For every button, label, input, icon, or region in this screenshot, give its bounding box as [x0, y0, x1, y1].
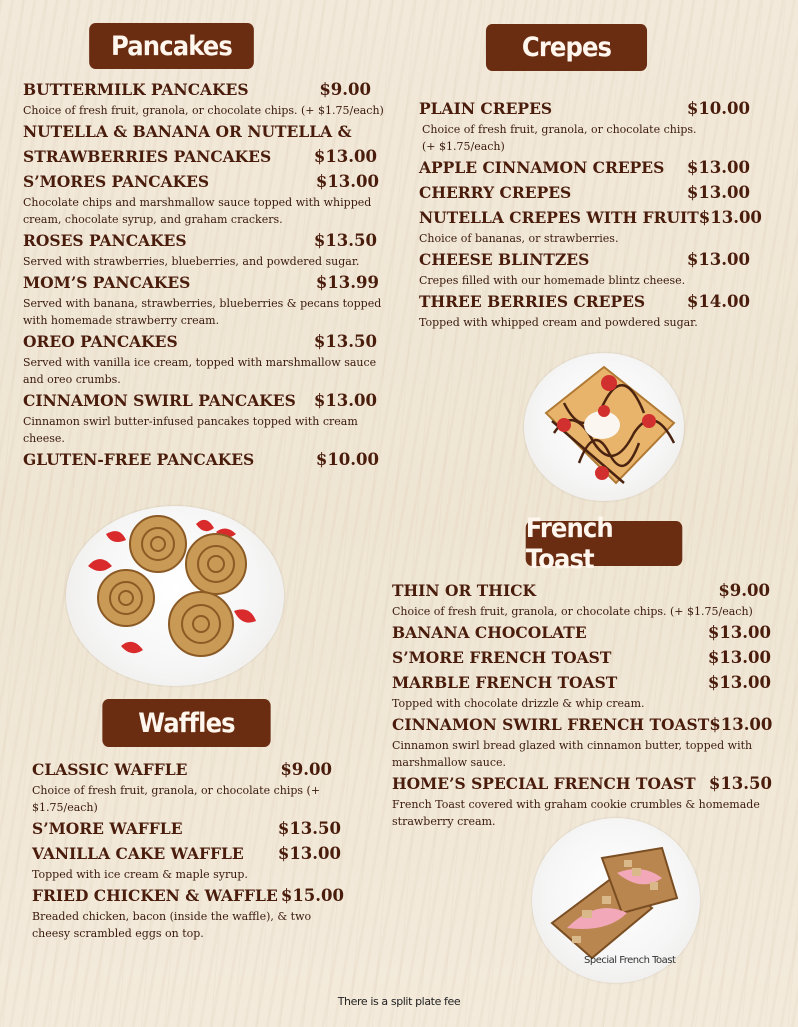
item-price: $13.50 — [277, 819, 341, 838]
item-desc: Breaded chicken, bacon (inside the waffle), & two cheesy scrambled eggs on top. — [32, 910, 312, 940]
item-price: $13.00 — [313, 391, 377, 410]
item-desc: Choice of bananas, or strawberries. — [419, 232, 619, 245]
item-desc: Topped with chocolate drizzle & whip cream. — [392, 697, 645, 710]
item-name: PLAIN CREPES — [419, 99, 553, 118]
item-name: BANANA CHOCOLATE — [392, 623, 587, 642]
item-price: $9.00 — [718, 581, 770, 600]
item-price: $14.00 — [686, 292, 750, 311]
menu-item — [23, 329, 393, 388]
item-name: S’MORE WAFFLE — [32, 819, 183, 838]
item-price: $13.00 — [686, 183, 750, 202]
french-toast-header — [525, 512, 683, 575]
item-desc: Topped with ice cream & maple syrup. — [32, 868, 248, 881]
item-price: $13.00 — [707, 623, 771, 642]
menu-item — [23, 270, 393, 329]
waffles-header — [102, 699, 270, 747]
menu-item — [32, 883, 352, 942]
item-name: NUTELLA CREPES WITH FRUIT — [419, 208, 699, 227]
item-name: CINNAMON SWIRL PANCAKES — [23, 391, 296, 410]
item-name: THREE BERRIES CREPES — [419, 292, 646, 311]
item-price: $13.50 — [313, 231, 377, 250]
menu-item — [419, 205, 762, 247]
item-desc: Choice of fresh fruit, granola, or chocolate chips. (+ $1.75/each) — [422, 123, 697, 153]
item-price: $13.00 — [707, 673, 771, 692]
item-desc: Choice of fresh fruit, granola, or chocolate chips. (+ $1.75/each) — [23, 104, 384, 117]
item-name: HOME’S SPECIAL FRENCH TOAST — [392, 774, 696, 793]
item-name: CHERRY CREPES — [419, 183, 572, 202]
item-name: BUTTERMILK PANCAKES — [23, 80, 249, 99]
item-name: MARBLE FRENCH TOAST — [392, 673, 618, 692]
item-price: $13.50 — [313, 332, 377, 351]
item-name-line2: STRAWBERRIES PANCAKES — [23, 147, 272, 166]
item-price: $13.00 — [686, 250, 750, 269]
item-price: $13.00 — [698, 208, 762, 227]
menu-item — [419, 289, 754, 331]
item-desc: Crepes filled with our homemade blintz cheese. — [419, 274, 686, 287]
item-price: $9.00 — [280, 760, 332, 779]
pancakes-header — [89, 23, 254, 69]
waffles-title: Waffles — [138, 707, 235, 739]
item-price: $13.00 — [686, 158, 750, 177]
menu-item — [392, 578, 782, 620]
item-desc: Cinnamon swirl bread glazed with cinnamon butter, topped with marshmallow sauce. — [392, 739, 753, 769]
item-desc: Served with vanilla ice cream, topped with marshmallow sauce and oreo crumbs. — [23, 356, 377, 386]
menu-item — [32, 757, 352, 816]
item-name: CLASSIC WAFFLE — [32, 760, 188, 779]
item-name: MOM’S PANCAKES — [23, 273, 191, 292]
menu-item — [32, 816, 352, 841]
menu-item — [392, 771, 782, 830]
crepes-header — [486, 24, 647, 71]
item-price: $13.00 — [709, 715, 773, 734]
item-name: ROSES PANCAKES — [23, 231, 187, 250]
item-price: $15.00 — [280, 886, 344, 905]
item-name: VANILLA CAKE WAFFLE — [32, 844, 244, 863]
item-name: FRIED CHICKEN & WAFFLE — [32, 886, 278, 905]
item-price: $13.00 — [707, 648, 771, 667]
item-name: CINNAMON SWIRL FRENCH TOAST — [392, 715, 710, 734]
menu-item — [23, 77, 393, 119]
item-name: S’MORE FRENCH TOAST — [392, 648, 612, 667]
pancake-roses-illustration — [66, 506, 284, 686]
menu-item — [392, 670, 782, 712]
menu-item — [392, 645, 782, 670]
pancakes-title: Pancakes — [111, 30, 232, 62]
item-name: APPLE CINNAMON CREPES — [419, 158, 665, 177]
menu-item — [23, 228, 393, 270]
item-desc: Topped with whipped cream and powdered sugar. — [419, 316, 698, 329]
item-price: $13.00 — [313, 147, 377, 166]
menu-item — [23, 388, 393, 447]
item-price: $13.00 — [315, 172, 379, 191]
item-name: GLUTEN-FREE PANCAKES — [23, 450, 255, 469]
item-desc: Served with strawberries, blueberries, and powdered sugar. — [23, 255, 360, 268]
item-desc: Choice of fresh fruit, granola, or chocolate chips (+ $1.75/each) — [32, 784, 321, 814]
menu-item — [392, 620, 782, 645]
french-toast-title: French Toast — [525, 512, 613, 575]
crepe-illustration — [524, 353, 684, 501]
item-desc: Chocolate chips and marshmallow sauce topped with whipped cream, chocolate syrup, and graham crackers. — [23, 196, 372, 226]
crepes-list — [419, 96, 762, 331]
pancakes-list — [23, 77, 393, 472]
menu-item — [32, 841, 352, 883]
menu-item — [419, 155, 754, 180]
item-desc: Served with banana, strawberries, blueberries & pecans topped with homemade strawberry cream. — [23, 297, 382, 327]
menu-item — [23, 447, 393, 472]
item-desc: Choice of fresh fruit, granola, or chocolate chips. (+ $1.75/each) — [392, 605, 753, 618]
roses-pancakes-photo — [66, 506, 284, 686]
item-price: $9.00 — [319, 80, 371, 99]
menu-item — [419, 180, 754, 205]
photo-caption: Special French Toast — [584, 955, 676, 966]
crepes-title: Crepes — [521, 32, 612, 63]
menu-item — [23, 169, 393, 228]
french-toast-list — [392, 578, 782, 830]
menu-item — [419, 247, 754, 289]
item-desc: French Toast covered with graham cookie crumbles & homemade strawberry cream. — [392, 798, 760, 828]
item-name: CHEESE BLINTZES — [419, 250, 590, 269]
waffles-list — [32, 757, 352, 942]
menu-item — [23, 119, 393, 169]
item-desc: Cinnamon swirl butter-infused pancakes topped with cream cheese. — [23, 415, 358, 445]
item-name: THIN OR THICK — [392, 581, 537, 600]
item-name: NUTELLA & BANANA OR NUTELLA & — [23, 122, 352, 141]
item-name: OREO PANCAKES — [23, 332, 178, 351]
item-price: $13.00 — [277, 844, 341, 863]
split-plate-fee-note: There is a split plate fee — [337, 995, 461, 1008]
item-name: S’MORES PANCAKES — [23, 172, 210, 191]
item-price: $10.00 — [315, 450, 379, 469]
item-price: $13.99 — [315, 273, 379, 292]
item-price: $10.00 — [686, 99, 750, 118]
item-price: $13.50 — [708, 774, 772, 793]
crepe-photo — [524, 353, 684, 501]
menu-item — [392, 712, 782, 771]
menu-item — [419, 96, 754, 155]
